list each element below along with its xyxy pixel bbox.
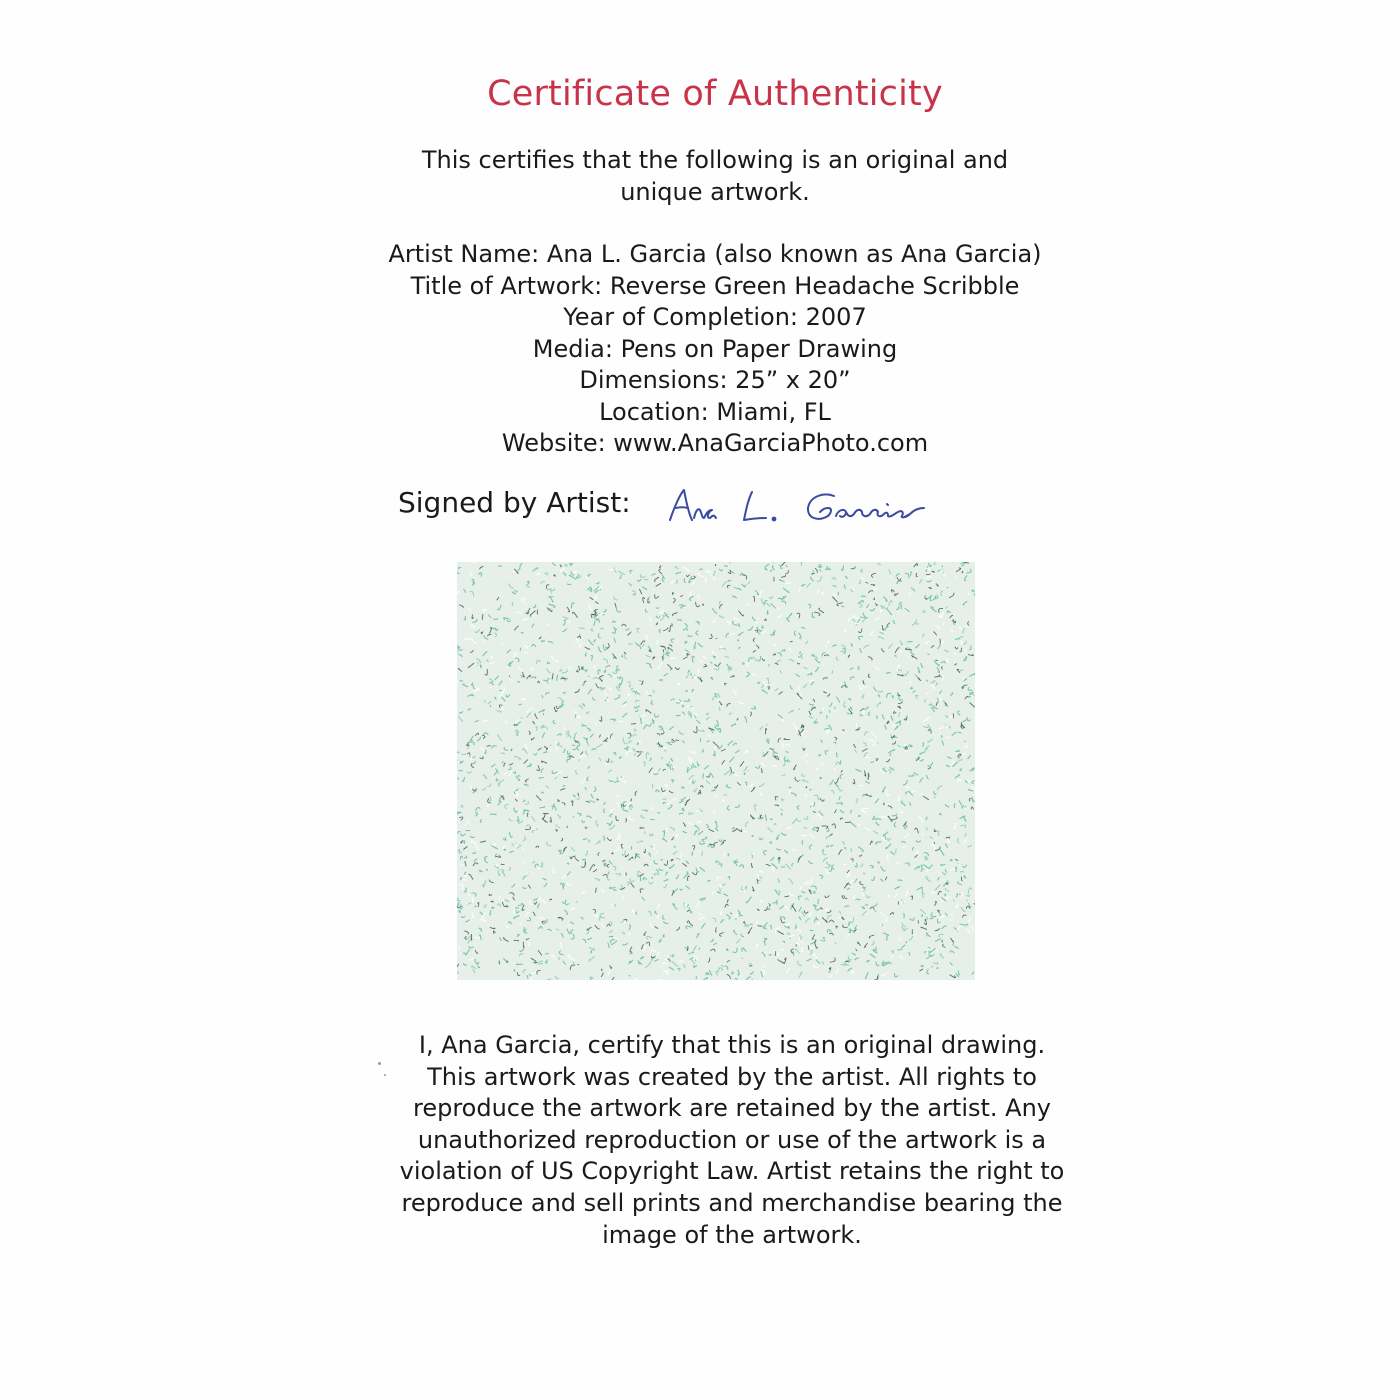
scan-speck bbox=[384, 1074, 386, 1076]
artist-signature bbox=[662, 478, 952, 538]
scribble-strokes bbox=[457, 562, 975, 980]
statement-line: This artwork was created by the artist. All rights to bbox=[427, 1062, 1037, 1091]
scan-speck bbox=[378, 1062, 381, 1065]
scribble-strokes bbox=[457, 562, 975, 980]
intro-statement bbox=[0, 144, 1400, 208]
detail-location: Location: Miami, FL bbox=[599, 397, 831, 426]
detail-dimensions: Dimensions: 25” x 20” bbox=[579, 366, 851, 394]
statement-line: reproduce the artwork are retained by the artist. Any bbox=[412, 1094, 1051, 1123]
copyright-statement bbox=[0, 1030, 1400, 1251]
detail-media: Media: Pens on Paper Drawing bbox=[532, 334, 898, 363]
detail-website: Website: www.AnaGarciaPhoto.com bbox=[501, 429, 929, 457]
detail-artwork-title: Title of Artwork: Reverse Green Headache Scribble bbox=[410, 271, 1020, 300]
intro-line: This certifies that the following is an original and bbox=[421, 146, 1009, 174]
scribble-drawing bbox=[457, 562, 975, 980]
statement-line: violation of US Copyright Law. Artist retains the right to bbox=[399, 1157, 1065, 1186]
statement-line: I, Ana Garcia, certify that this is an original drawing. bbox=[418, 1031, 1046, 1059]
certificate-title: Certificate of Authenticity bbox=[487, 74, 943, 114]
artwork-image bbox=[457, 562, 975, 980]
detail-year: Year of Completion: 2007 bbox=[563, 303, 867, 331]
intro-line: unique artwork. bbox=[620, 178, 810, 206]
signature-scribble bbox=[662, 478, 952, 538]
statement-line: unauthorized reproduction or use of the artwork is a bbox=[417, 1125, 1047, 1154]
statement-line: image of the artwork. bbox=[602, 1220, 862, 1249]
scribble-strokes bbox=[457, 562, 975, 980]
statement-line: reproduce and sell prints and merchandise bearing the bbox=[401, 1188, 1063, 1217]
scribble-strokes bbox=[457, 562, 975, 980]
detail-artist-name: Artist Name: Ana L. Garcia (also known as Ana Garcia) bbox=[388, 240, 1042, 268]
signed-label: Signed by Artist: bbox=[398, 486, 631, 519]
artwork-details bbox=[0, 239, 1400, 460]
